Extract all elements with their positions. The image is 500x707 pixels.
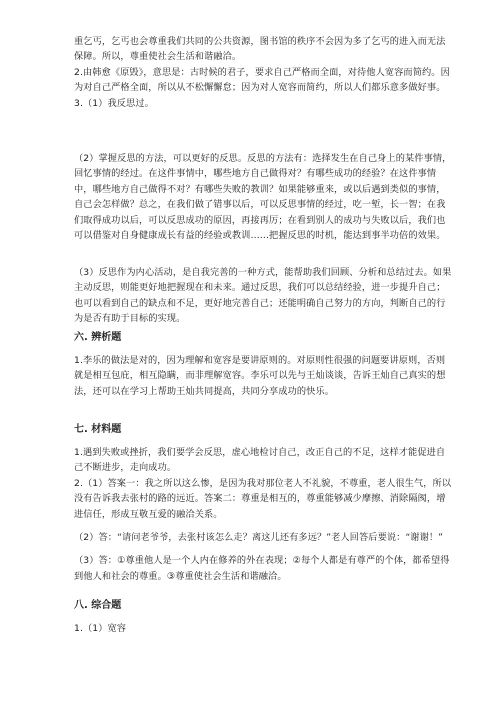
paragraph: 1.（1）宽容 bbox=[74, 623, 127, 634]
section-comprehensive bbox=[74, 598, 454, 636]
paragraph: 1.遇到失败或挫折，我们要学会反思，虚心地检讨自己，改正自己的不足，这样才能促进自己不断进步，走向成功。 bbox=[74, 447, 446, 474]
section-title: 八. 综合题 bbox=[74, 600, 122, 611]
paragraph: 3.（1）我反思过。 bbox=[74, 97, 154, 109]
paragraph: 重乞丐，乞丐也会尊重我们共同的公共资源，图书馆的秩序不会因为多了乞丐的进入而无法保障。所以，尊重使社会生活和谐融洽。 bbox=[74, 36, 446, 63]
paragraph: 2.由韩愈《原毁》，意思是：古时候的君子，要求自己严格而全面，对待他人宽容而简约。因为对自己严格全面，所以从不松懈懈怠；因为对人宽容而简约，所以人们都乐意多做好事。 bbox=[74, 66, 450, 94]
paragraph: 1.李乐的做法是对的，因为理解和宽容是要讲原则的。对原则性很强的问题要讲原则，否则就是相互包庇，相互隐瞒，而非理解宽容。李乐可以先与王灿谈谈，告诉王灿自己真实的想法，还可以在学习上帮助王灿共同提高，共同分享成功的快乐。 bbox=[74, 355, 446, 397]
paragraph: （2）答：“请问老爷爷，去张村该怎么走？离这儿还有多远？”老人回答后要说：“谢谢！” bbox=[74, 532, 444, 544]
section-title: 六. 辨析题 bbox=[74, 332, 122, 343]
answer-block-top bbox=[74, 34, 454, 111]
section-analysis bbox=[74, 330, 454, 399]
paragraph: （3）反思作为内心活动，是自我完善的一种方式，能帮助我们回顾、分析和总结过去。如果主动反思，则能更好地把握现在和未来。通过反思，我们可以总结经验，进一步提升自己；也可以看到自己的缺点和不足，更好地完善自己；还能明确自己努力的方向，判断自己的行为是否有助于目标的实现。 bbox=[74, 267, 452, 325]
paragraph: （3）答：①尊重他人是一个人内在修养的外在表现；②每个人都是有尊严的个体，都希望得到他人和社会的尊重。③尊重使社会生活和谐融洽。 bbox=[74, 555, 450, 582]
paragraph: （2）掌握反思的方法，可以更好的反思。反思的方法有：选择发生在自己身上的某件事情，回忆事情的经过。在这件事情中，哪些地方自己做得对？有哪些成功的经验？在这件事情中，哪些地方自己做得不对？有哪些失败的教训？如果能够重来，或以后遇到类似的事情，自己会怎样做？总之，在我们做了错事以后，可以反思事情的经过，吃一堑，长一智；在我们取得成功以后，可以反思成功的原因，再接再厉；在看到别人的成功与失败以后，我们也可以借鉴对自身健康成长有益的经验或教训……把握反思的时机，能达到事半功倍的效果。 bbox=[74, 153, 452, 242]
section-title: 七. 材料题 bbox=[74, 424, 122, 435]
answer-block-reflection-value bbox=[74, 265, 454, 327]
paragraph: 2.（1）答案一：我之所以这么惨，是因为我对那位老人不礼貌，不尊重，老人很生气，所以没有告诉我去张村的路的远近。答案二：尊重是相互的，尊重能够减少摩擦、消除隔阂，增进信任，形成互敬互爱的融洽关系。 bbox=[74, 477, 452, 520]
section-material bbox=[74, 422, 454, 584]
answer-block-reflection-method bbox=[74, 151, 454, 243]
